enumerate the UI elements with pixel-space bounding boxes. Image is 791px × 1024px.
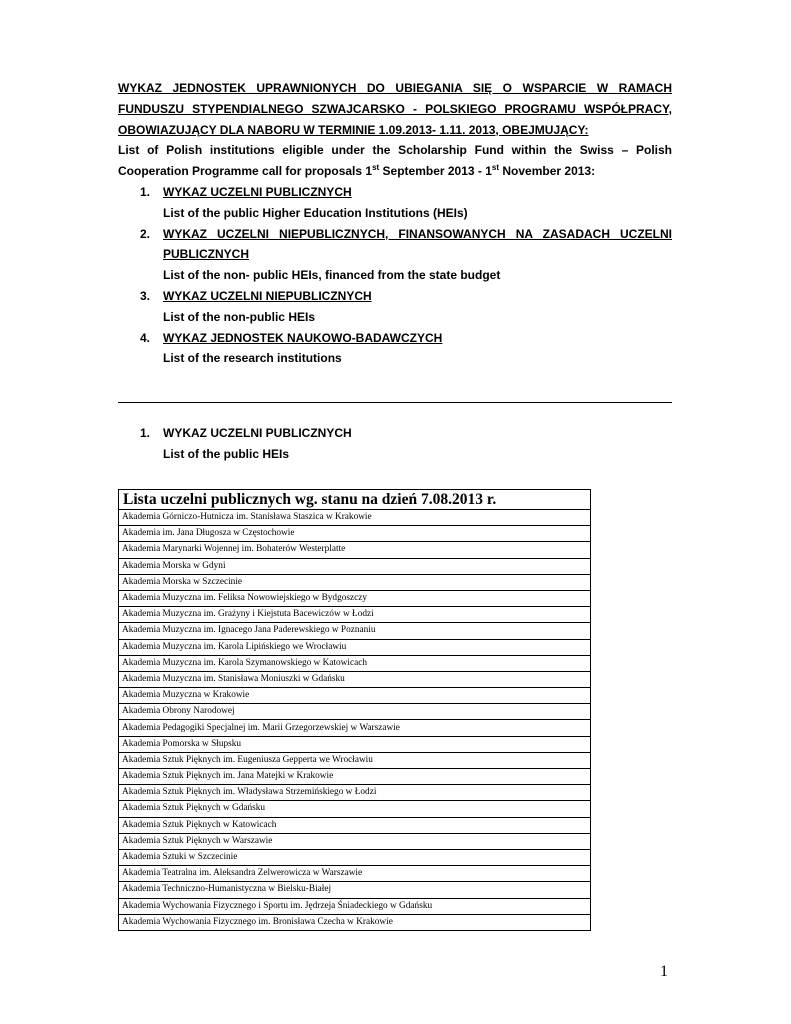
table-row (119, 639, 591, 655)
section-heading (140, 423, 352, 465)
toc-pl-title: WYKAZ UCZELNI PUBLICZNYCH (163, 184, 352, 199)
heading-pl-line-3: OBOWIAZUJĄCY DLA NABORU W TERMINIE 1.09.2013- 1.11. 2013, OBEJMUJĄCY: (118, 122, 589, 137)
institution-name: Akademia Sztuk Pięknych im. Władysława Strzemińskiego w Łodzi (119, 785, 591, 801)
table-header: Lista uczelni publicznych wg. stanu na dzień 7.08.2013 r. (119, 490, 591, 510)
section-divider (118, 402, 672, 403)
heading-en-line-2-part-b: September 2013 - 1 (379, 164, 492, 179)
table-row (119, 590, 591, 606)
institution-name: Akademia Morska w Gdyni (119, 558, 591, 574)
toc-item-1 (118, 182, 672, 224)
institution-name: Akademia Muzyczna im. Stanisława Moniuszki w Gdańsku (119, 671, 591, 687)
institution-name: Akademia Górniczo-Hutnicza im. Stanisława Staszica w Krakowie (119, 510, 591, 526)
table-row (119, 752, 591, 768)
institution-name: Akademia Muzyczna im. Karola Lipińskiego we Wrocławiu (119, 639, 591, 655)
institution-name: Akademia Sztuk Pięknych w Warszawie (119, 833, 591, 849)
institution-name: Akademia Obrony Narodowej (119, 704, 591, 720)
section-title: WYKAZ UCZELNI PUBLICZNYCH (163, 426, 352, 440)
heading-en-line-2 (118, 161, 672, 182)
page-number: 1 (660, 963, 668, 980)
toc-en-title: List of the public Higher Education Institutions (HEIs) (163, 205, 468, 220)
toc-number: 3. (140, 288, 151, 303)
table-row (119, 607, 591, 623)
table-body (119, 510, 591, 931)
table-row (119, 882, 591, 898)
section-number: 1. (140, 426, 151, 440)
institution-name: Akademia Sztuk Pięknych w Gdańsku (119, 801, 591, 817)
institution-name: Akademia Wychowania Fizycznego im. Bronisława Czecha w Krakowie (119, 914, 591, 930)
heading-en-line-2-part-a: Cooperation Programme call for proposals 1 (118, 164, 373, 179)
table-row (119, 914, 591, 930)
table-row (119, 623, 591, 639)
institution-name: Akademia Pomorska w Słupsku (119, 736, 591, 752)
institution-name: Akademia Techniczno-Humanistyczna w Bielsku-Białej (119, 882, 591, 898)
toc-en-title: List of the non- public HEIs, financed from the state budget (163, 268, 501, 283)
table-row (119, 817, 591, 833)
institution-name: Akademia Pedagogiki Specjalnej im. Marii Grzegorzewskiej w Warszawie (119, 720, 591, 736)
table-row (119, 898, 591, 914)
table-of-contents (118, 182, 672, 369)
institution-name: Akademia Sztuki w Szczecinie (119, 849, 591, 865)
institution-name: Akademia Wychowania Fizycznego i Sportu im. Jędrzeja Śniadeckiego w Gdańsku (119, 898, 591, 914)
ordinal-suffix-2: st (491, 163, 500, 173)
toc-en-title: List of the research institutions (163, 351, 342, 366)
institution-name: Akademia Sztuk Pięknych im. Jana Matejki w Krakowie (119, 769, 591, 785)
institution-name: Akademia im. Jana Długosza w Częstochowie (119, 526, 591, 542)
institution-name: Akademia Muzyczna im. Feliksa Nowowiejskiego w Bydgoszczy (119, 590, 591, 606)
institutions-table (118, 489, 591, 931)
table-row (119, 688, 591, 704)
institution-name: Akademia Muzyczna im. Grażyny i Kiejstuta Bacewiczów w Łodzi (119, 607, 591, 623)
ordinal-suffix-1: st (372, 163, 380, 173)
document-heading (118, 78, 672, 369)
table-row (119, 671, 591, 687)
toc-number: 1. (140, 184, 151, 199)
toc-item-2 (118, 224, 672, 286)
institution-name: Akademia Sztuk Pięknych w Katowicach (119, 817, 591, 833)
heading-en-line-2-part-c: November 2013: (499, 164, 596, 179)
table-row (119, 655, 591, 671)
table-row (119, 542, 591, 558)
table-row (119, 720, 591, 736)
heading-pl-line-1: WYKAZ JEDNOSTEK UPRAWNIONYCH DO UBIEGANIA SIĘ O WSPARCIE W RAMACH (118, 81, 672, 95)
heading-pl-line-2: FUNDUSZU STYPENDIALNEGO SZWAJCARSKO - POLSKIEGO PROGRAMU WSPÓŁPRACY, (118, 101, 672, 116)
heading-en-line-1: List of Polish institutions eligible under the Scholarship Fund within the Swiss – Polish (118, 143, 672, 158)
toc-item-4 (118, 328, 672, 370)
toc-en-title: List of the non-public HEIs (163, 309, 315, 324)
table-row (119, 866, 591, 882)
table-row (119, 833, 591, 849)
toc-pl-title: WYKAZ JEDNOSTEK NAUKOWO-BADAWCZYCH (163, 330, 443, 345)
table-header-row (119, 490, 591, 510)
table-row (119, 736, 591, 752)
table-row (119, 510, 591, 526)
toc-number: 4. (140, 330, 151, 345)
institution-name: Akademia Teatralna im. Aleksandra Zelwerowicza w Warszawie (119, 866, 591, 882)
toc-item-3 (118, 286, 672, 328)
toc-number: 2. (140, 226, 151, 241)
table-row (119, 558, 591, 574)
table-row (119, 704, 591, 720)
toc-pl-title: WYKAZ UCZELNI NIEPUBLICZNYCH, FINANSOWANYCH NA ZASADACH UCZELNI PUBLICZNYCH (163, 226, 672, 262)
toc-pl-title: WYKAZ UCZELNI NIEPUBLICZNYCH (163, 288, 372, 303)
institution-name: Akademia Sztuk Pięknych im. Eugeniusza Gepperta we Wrocławiu (119, 752, 591, 768)
table-row (119, 769, 591, 785)
table-row (119, 801, 591, 817)
table-row (119, 785, 591, 801)
table-row (119, 849, 591, 865)
institution-name: Akademia Marynarki Wojennej im. Bohaterów Westerplatte (119, 542, 591, 558)
institution-name: Akademia Muzyczna im. Karola Szymanowskiego w Katowicach (119, 655, 591, 671)
section-subtitle: List of the public HEIs (163, 446, 290, 461)
institution-name: Akademia Muzyczna w Krakowie (119, 688, 591, 704)
institution-name: Akademia Muzyczna im. Ignacego Jana Paderewskiego w Poznaniu (119, 623, 591, 639)
table-row (119, 526, 591, 542)
table-row (119, 574, 591, 590)
institution-name: Akademia Morska w Szczecinie (119, 574, 591, 590)
